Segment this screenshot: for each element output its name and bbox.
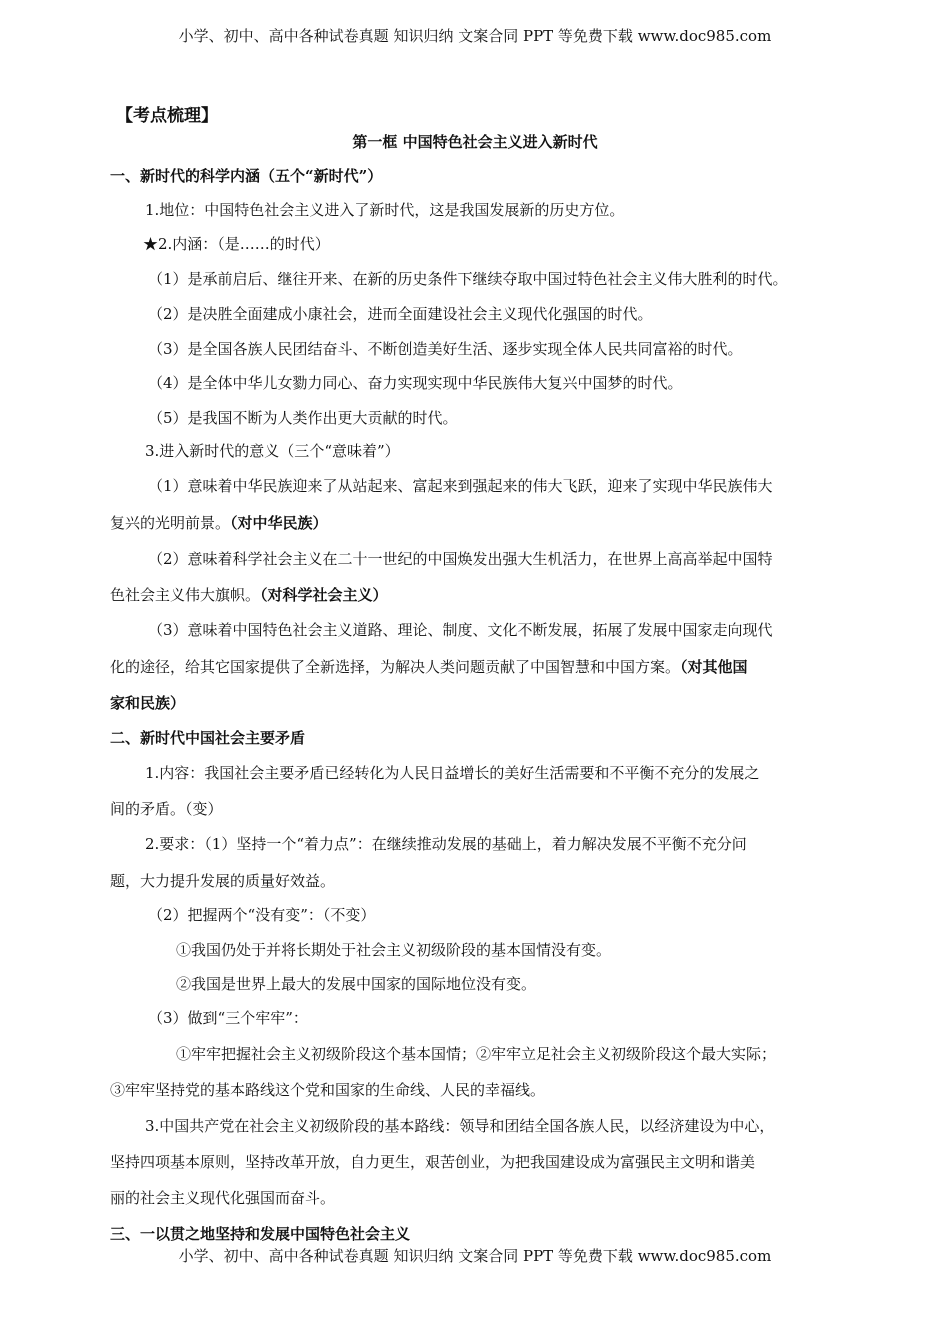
paragraph: 1.地位：中国特色社会主义进入了新时代，这是我国发展新的历史方位。 (145, 201, 625, 219)
section-label: 【考点梳理】 (116, 106, 218, 126)
paragraph: 间的矛盾。（变） (110, 800, 223, 818)
list-item: ①牢牢把握社会主义初级阶段这个基本国情；②牢牢立足社会主义初级阶段这个最大实际； (176, 1045, 777, 1063)
text: 复兴的光明前景。 (110, 514, 231, 532)
paragraph: 丽的社会主义现代化强国而奋斗。 (110, 1189, 336, 1207)
emphasis: 家和民族） (110, 694, 186, 712)
paragraph (110, 513, 328, 533)
paragraph: 坚持四项基本原则，坚持改革开放，自力更生，艰苦创业，为把我国建设成为富强民主文明和谐美 (110, 1153, 756, 1171)
list-item: （1）是承前启后、继往开来、在新的历史条件下继续夺取中国过特色社会主义伟大胜利的时代。 (148, 270, 788, 288)
paragraph: （2）意味着科学社会主义在二十一世纪的中国焕发出强大生机活力，在世界上高高举起中国特 (148, 550, 773, 568)
heading-2: 二、新时代中国社会主要矛盾 (110, 729, 306, 747)
list-item: （4）是全体中华儿女勠力同心、奋力实现实现中华民族伟大复兴中国梦的时代。 (148, 374, 683, 392)
paragraph: 3.中国共产党在社会主义初级阶段的基本路线：领导和团结全国各族人民，以经济建设为中心， (145, 1117, 775, 1135)
list-item: （3）是全国各族人民团结奋斗、不断创造美好生活、逐步实现全体人民共同富裕的时代。 (148, 340, 743, 358)
text: 化的途径，给其它国家提供了全新选择，为解决人类问题贡献了中国智慧和中国方案。 (110, 658, 681, 676)
paragraph (110, 657, 748, 677)
heading-1: 一、新时代的科学内涵（五个“新时代”） (110, 167, 383, 185)
list-item: ③牢牢坚持党的基本路线这个党和国家的生命线、人民的幸福线。 (110, 1081, 546, 1099)
paragraph: （3）意味着中国特色社会主义道路、理论、制度、文化不断发展，拓展了发展中国家走向现代 (148, 621, 773, 639)
paragraph: （1）意味着中华民族迎来了从站起来、富起来到强起来的伟大飞跃，迎来了实现中华民族伟大 (148, 477, 773, 495)
emphasis: （对中华民族） (230, 514, 328, 532)
paragraph: 1.内容：我国社会主要矛盾已经转化为人民日益增长的美好生活需要和不平衡不充分的发展之 (145, 764, 760, 782)
list-item: （5）是我国不断为人类作出更大贡献的时代。 (148, 409, 458, 427)
paragraph: ★2.内涵：（是……的时代） (143, 235, 330, 253)
paragraph: 3.进入新时代的意义（三个“意味着”） (145, 442, 400, 460)
emphasis: （对科学社会主义） (260, 586, 388, 604)
page-title: 第一框 中国特色社会主义进入新时代 (352, 133, 598, 151)
heading-3: 三、一以贯之地坚持和发展中国特色社会主义 (110, 1225, 411, 1243)
text: 色社会主义伟大旗帜。 (110, 586, 261, 604)
emphasis: （对其他国 (680, 658, 748, 676)
page-footer: 小学、初中、高中各种试卷真题 知识归纳 文案合同 PPT 等免费下载 www.doc985.com (178, 1247, 772, 1265)
list-item: （2）是决胜全面建成小康社会，进而全面建设社会主义现代化强国的时代。 (148, 305, 653, 323)
list-item: ①我国仍处于并将长期处于社会主义初级阶段的基本国情没有变。 (176, 941, 612, 959)
paragraph: （3）做到“三个牢牢”： (148, 1009, 308, 1027)
paragraph (110, 585, 388, 605)
paragraph: （2）把握两个“没有变”：（不变） (148, 906, 376, 924)
page-header: 小学、初中、高中各种试卷真题 知识归纳 文案合同 PPT 等免费下载 www.doc985.com (178, 27, 772, 45)
paragraph: 题，大力提升发展的质量好效益。 (110, 872, 336, 890)
paragraph: 2.要求：（1）坚持一个“着力点”：在继续推动发展的基础上，着力解决发展不平衡不充分问 (145, 835, 747, 853)
list-item: ②我国是世界上最大的发展中国家的国际地位没有变。 (176, 975, 537, 993)
